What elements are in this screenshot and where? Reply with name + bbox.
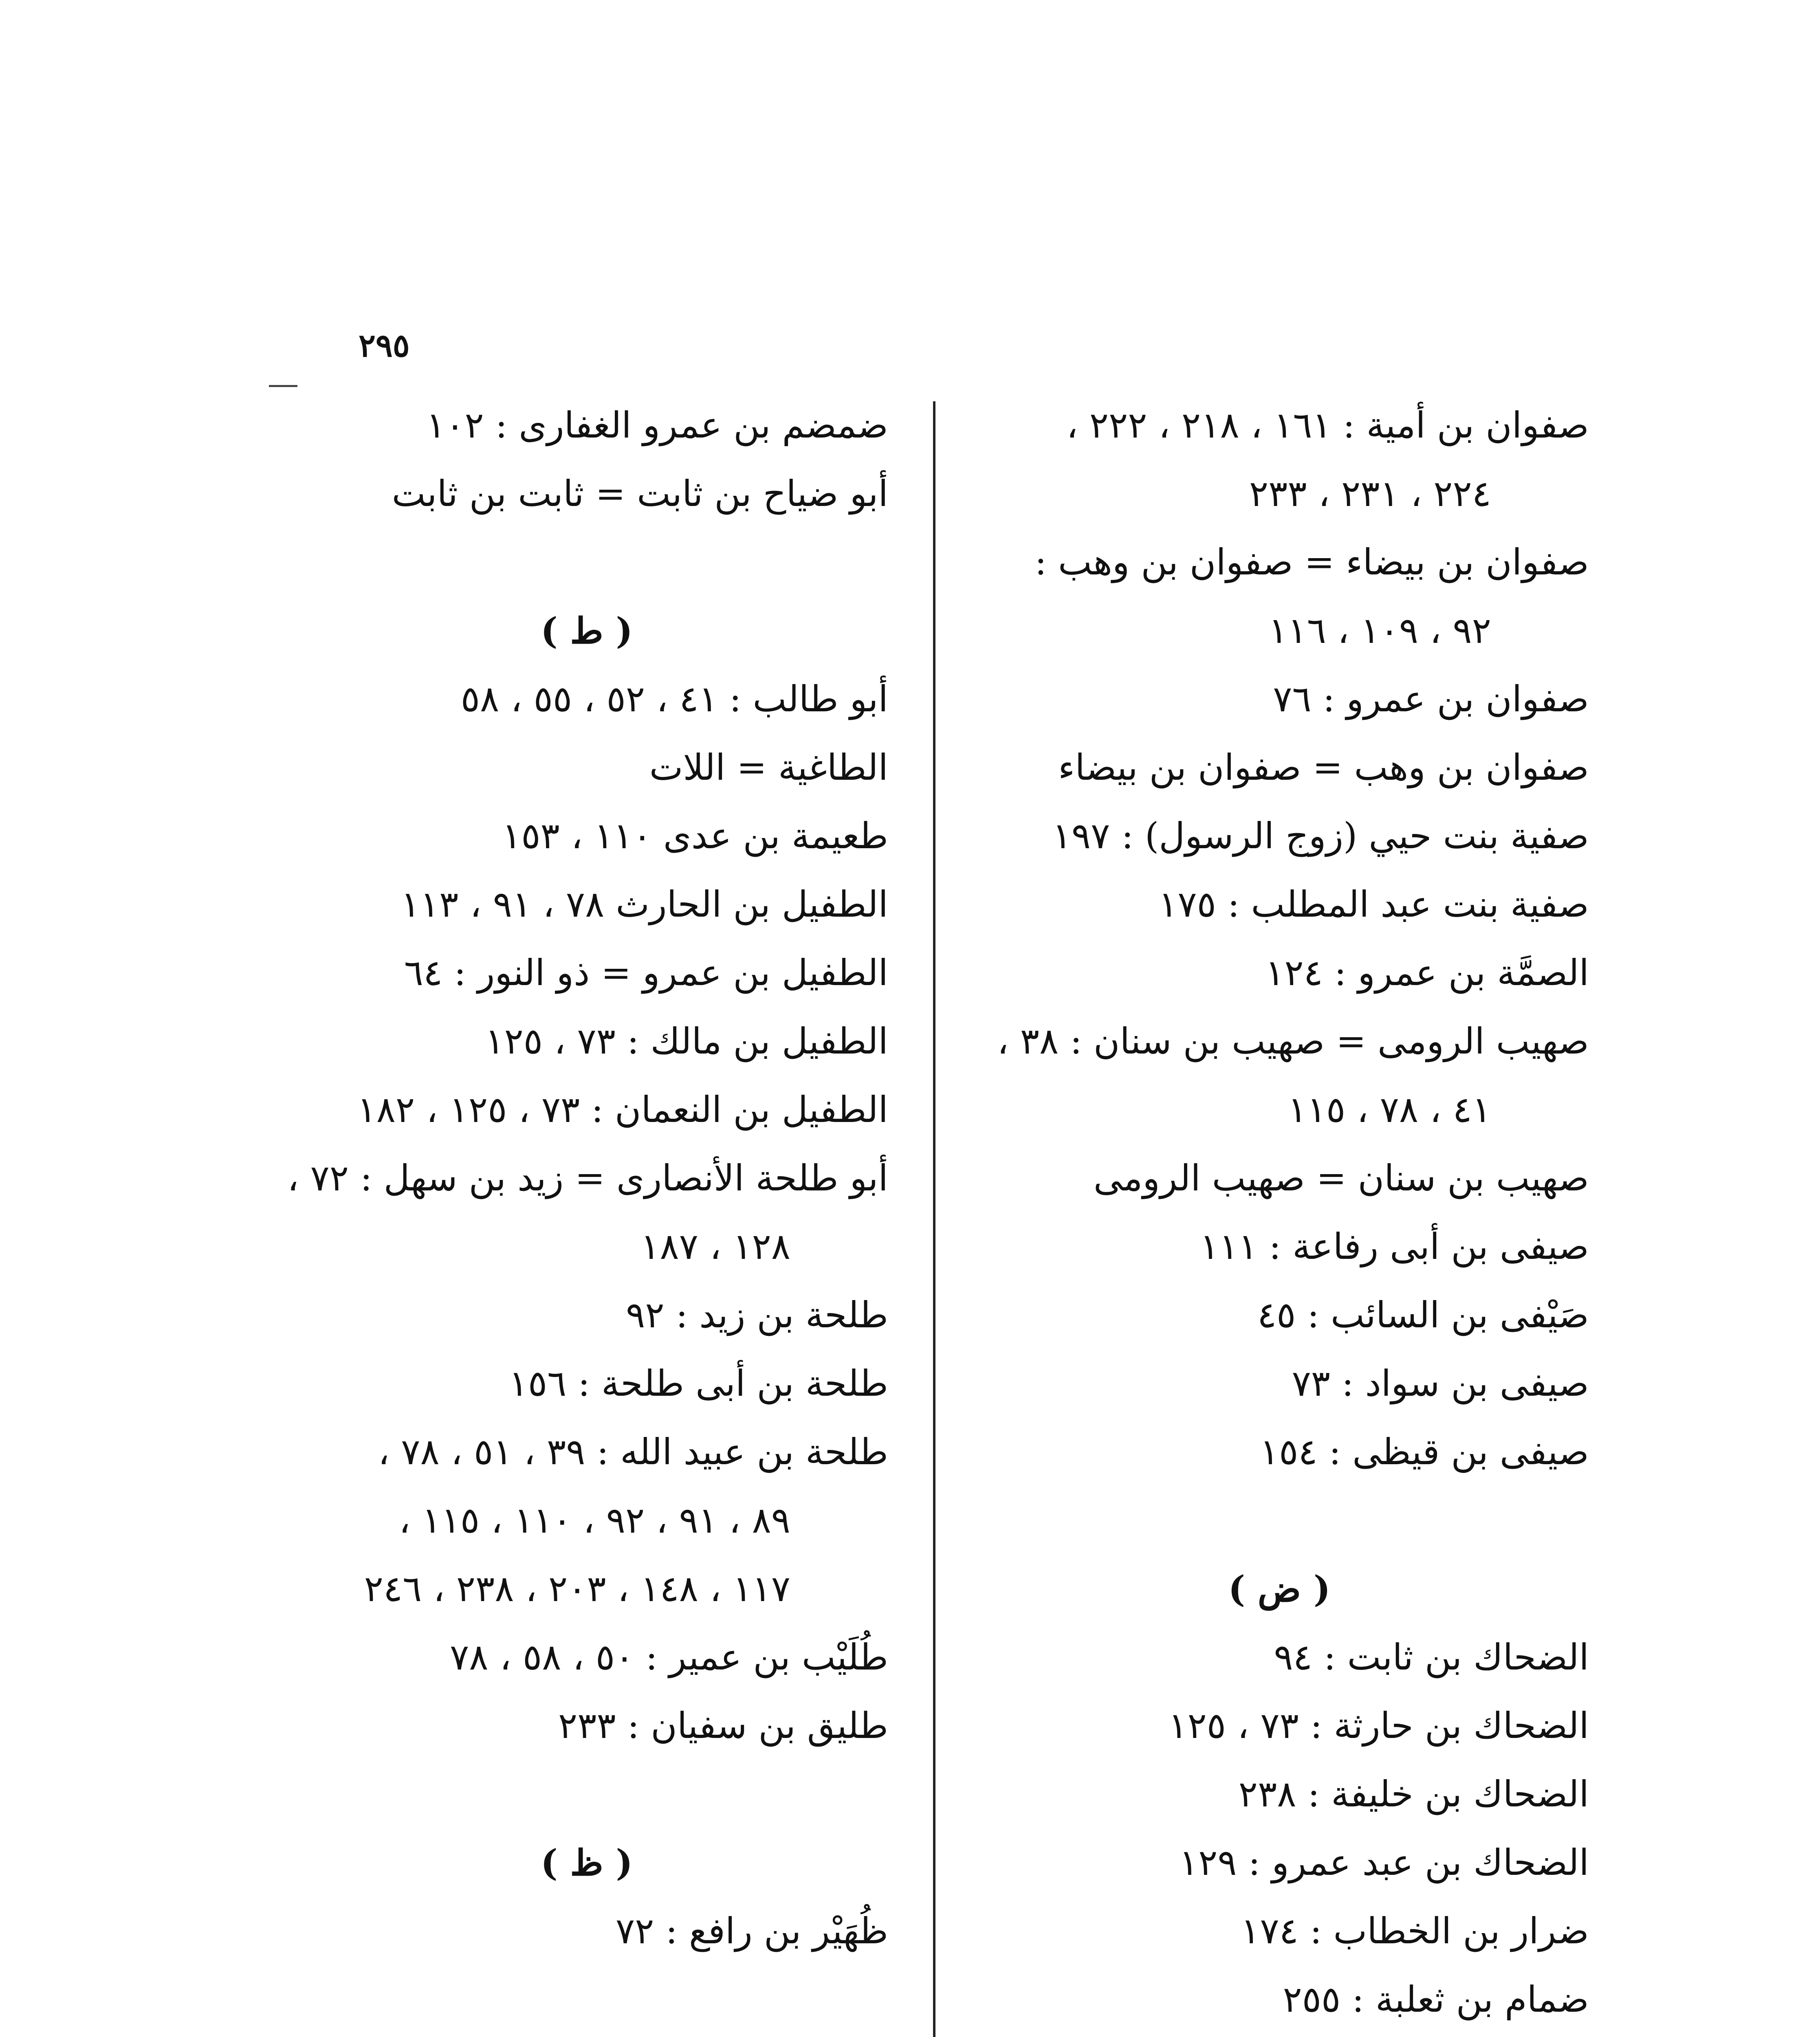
index-entry: صيفى بن قيظى : ١٥٤ [1259, 1431, 1589, 1473]
index-entry: الضحاك بن حارثة : ٧٣ ، ١٢٥ [1168, 1705, 1589, 1747]
index-entry: طلحة بن أبى طلحة : ١٥٦ [508, 1362, 888, 1404]
index-entry: صيفى بن سواد : ٧٣ [1292, 1362, 1589, 1404]
section-heading: ( ض ) [1228, 1568, 1331, 1610]
index-entry: أبو طلحة الأنصارى = زيد بن سهل : ٧٢ ، [287, 1157, 888, 1199]
index-entry-continuation: ٩٢ ، ١٠٩ ، ١١٦ [1268, 609, 1491, 651]
index-entry: الطفيل بن عمرو = ذو النور : ٦٤ [404, 952, 888, 994]
index-entry: الضحاك بن ثابت : ٩٤ [1274, 1636, 1589, 1678]
section-heading: ( ط ) [541, 609, 633, 652]
index-entry: ظُهَيْر بن رافع : ٧٢ [615, 1910, 888, 1952]
index-entry: صيفى بن أبى رفاعة : ١١١ [1199, 1225, 1589, 1267]
index-entry: صفية بنت حيي (زوج الرسول) : ١٩٧ [1052, 815, 1589, 857]
index-entry: ضرار بن الخطاب : ١٧٤ [1241, 1910, 1589, 1952]
index-entry: طليق بن سفيان : ٢٣٣ [558, 1705, 888, 1747]
section-spacer [285, 1965, 888, 2034]
section-spacer [285, 1760, 888, 1828]
index-entry: صفوان بن وهب = صفوان بن بيضاء [1058, 746, 1589, 788]
index-entry-continuation: ١٢٨ ، ١٨٧ [640, 1225, 790, 1267]
index-column-left [285, 391, 888, 2037]
section-spacer [285, 528, 888, 596]
index-entry: صفوان بن أمية : ١٦١ ، ٢١٨ ، ٢٢٢ ، [1066, 404, 1589, 446]
index-entry: الضحاك بن عبد عمرو : ١٢٩ [1179, 1841, 1589, 1883]
index-entry-continuation: ١١٧ ، ١٤٨ ، ٢٠٣ ، ٢٣٨ ، ٢٤٦ [364, 1568, 790, 1610]
index-entry: صفوان بن بيضاء = صفوان بن وهب : [1034, 541, 1589, 583]
index-entry: صهيب بن سنان = صهيب الرومى [1093, 1157, 1589, 1199]
section-spacer [970, 1486, 1589, 1555]
page-number: ٢٩٥ [359, 327, 410, 364]
index-entry: طعيمة بن عدى ١١٠ ، ١٥٣ [502, 815, 888, 857]
index-entry: طلحة بن زيد : ٩٢ [626, 1294, 888, 1336]
column-divider [933, 401, 935, 2037]
index-entry: الصمَّة بن عمرو : ١٢٤ [1265, 952, 1589, 994]
index-entry: طلحة بن عبيد الله : ٣٩ ، ٥١ ، ٧٨ ، [378, 1431, 888, 1473]
section-heading [285, 2034, 888, 2037]
index-entry: صهيب الرومى = صهيب بن سنان : ٣٨ ، [997, 1020, 1589, 1062]
index-entry: صفوان بن عمرو : ٧٦ [1273, 678, 1589, 720]
corner-dash [269, 385, 297, 387]
index-entry: الطفيل بن مالك : ٧٣ ، ١٢٥ [485, 1020, 888, 1062]
index-entry [970, 2034, 1589, 2037]
index-entry: صفية بنت عبد المطلب : ١٧٥ [1158, 883, 1589, 925]
index-entry: الطفيل بن الحارث ٧٨ ، ٩١ ، ١١٣ [401, 883, 888, 925]
index-entry: أبو ضياح بن ثابت = ثابت بن ثابت [392, 473, 888, 515]
index-entry: ضمام بن ثعلبة : ٢٥٥ [1283, 1978, 1589, 2020]
index-entry-continuation: ٤١ ، ٧٨ ، ١١٥ [1287, 1089, 1491, 1131]
index-entry: الطفيل بن النعمان : ٧٣ ، ١٢٥ ، ١٨٢ [357, 1089, 888, 1131]
index-entry: طُلَيْب بن عمير : ٥٠ ، ٥٨ ، ٧٨ [450, 1636, 888, 1678]
index-column-right [970, 391, 1589, 2037]
section-heading: ( ظ ) [541, 1841, 633, 1884]
index-entry: صَيْفى بن السائب : ٤٥ [1257, 1294, 1589, 1336]
index-entry-continuation: ٨٩ ، ٩١ ، ٩٢ ، ١١٠ ، ١١٥ ، [399, 1499, 790, 1541]
index-entry: ضمضم بن عمرو الغفارى : ١٠٢ [426, 404, 888, 446]
index-entry-continuation: ٢٢٤ ، ٢٣١ ، ٢٣٣ [1249, 473, 1491, 515]
index-entry: أبو طالب : ٤١ ، ٥٢ ، ٥٥ ، ٥٨ [460, 678, 888, 720]
index-entry: الضحاك بن خليفة : ٢٣٨ [1238, 1773, 1589, 1815]
index-entry: الطاغية = اللات [649, 746, 888, 788]
